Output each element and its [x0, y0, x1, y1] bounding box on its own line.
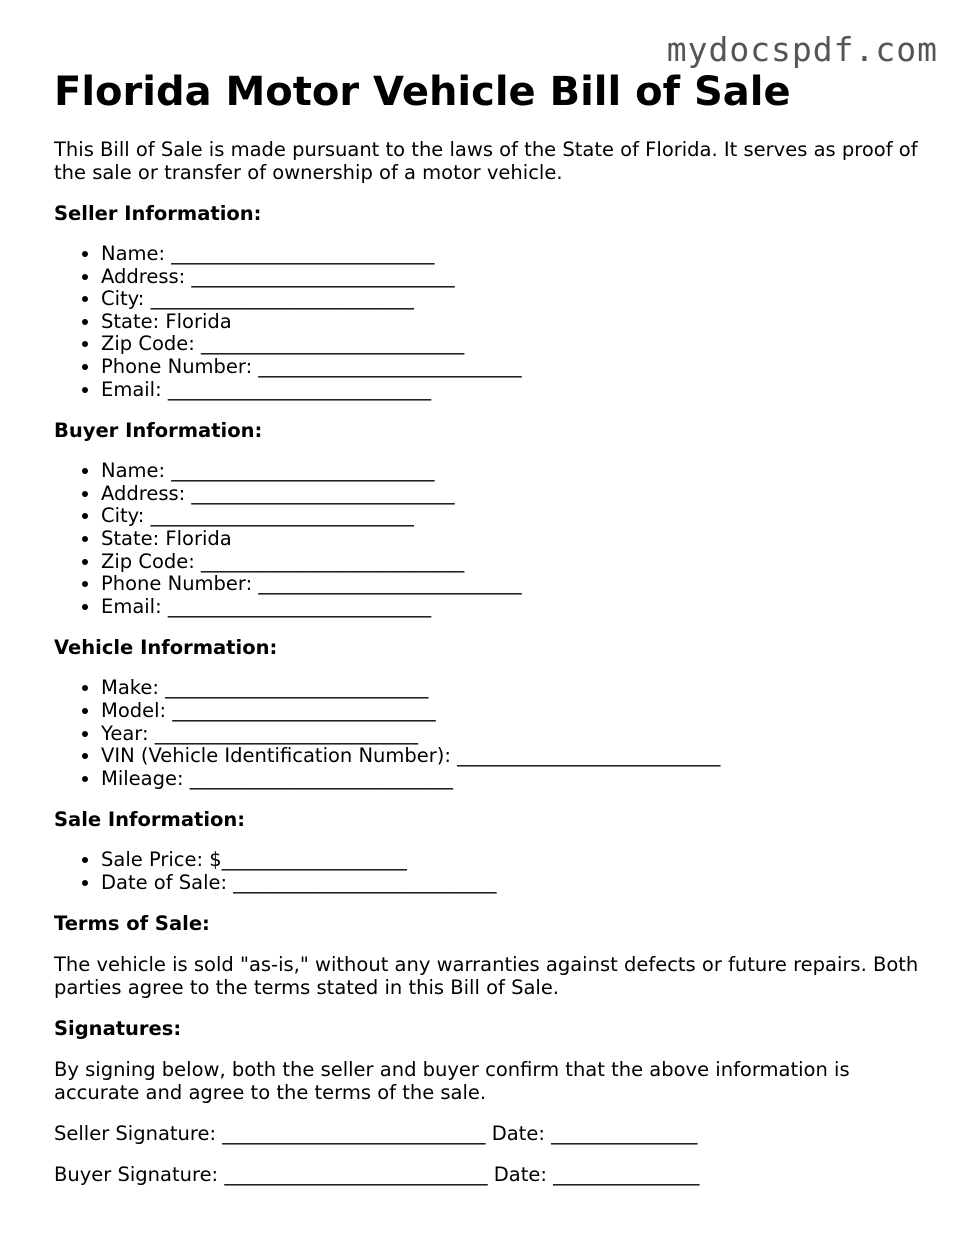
buyer-city-field: • City: ___________________________ [101, 505, 924, 528]
seller-signature-line: Seller Signature: ___________________________ Date: _______________ [54, 1122, 698, 1146]
sale-list [54, 849, 924, 894]
terms-paragraph: The vehicle is sold "as-is," without any warranties against defects or future repairs. Both parties agree to the terms stated in this Bill of Sale. [54, 953, 919, 1000]
seller-state-field: • State: Florida [101, 311, 924, 334]
signatures-paragraph: By signing below, both the seller and buyer confirm that the above information is accurate and agree to the terms of the sale. [54, 1058, 850, 1105]
seller-list [54, 243, 924, 401]
buyer-heading: Buyer Information: [54, 419, 263, 443]
vehicle-model-field: • Model: ___________________________ [101, 700, 924, 723]
seller-name-field: • Name: ___________________________ [101, 243, 924, 266]
vehicle-list [54, 677, 924, 790]
seller-email-field: • Email: ___________________________ [101, 379, 924, 402]
buyer-address-field: • Address: ___________________________ [101, 483, 924, 506]
document-title: Florida Motor Vehicle Bill of Sale [54, 69, 791, 115]
buyer-signature-line: Buyer Signature: ___________________________ Date: _______________ [54, 1163, 700, 1187]
vehicle-mileage-field: • Mileage: ___________________________ [101, 768, 924, 791]
seller-city-field: • City: ___________________________ [101, 288, 924, 311]
sale-heading: Sale Information: [54, 808, 246, 832]
sale-date-field: • Date of Sale: ___________________________ [101, 872, 924, 895]
signatures-heading: Signatures: [54, 1017, 182, 1041]
sale-price-field: • Sale Price: $___________________ [101, 849, 924, 872]
vehicle-heading: Vehicle Information: [54, 636, 278, 660]
vehicle-year-field: • Year: ___________________________ [101, 723, 924, 746]
buyer-phone-field: • Phone Number: ___________________________ [101, 573, 924, 596]
seller-address-field: • Address: ___________________________ [101, 266, 924, 289]
vehicle-vin-field: • VIN (Vehicle Identification Number): ___________________________ [101, 745, 924, 768]
buyer-zip-field: • Zip Code: ___________________________ [101, 551, 924, 574]
buyer-email-field: • Email: ___________________________ [101, 596, 924, 619]
intro-paragraph: This Bill of Sale is made pursuant to the laws of the State of Florida. It serves as proof of the sale or transfer of ownership of a motor vehicle. [54, 138, 918, 184]
seller-phone-field: • Phone Number: ___________________________ [101, 356, 924, 379]
seller-zip-field: • Zip Code: ___________________________ [101, 333, 924, 356]
buyer-state-field: • State: Florida [101, 528, 924, 551]
document-page [54, 66, 924, 1186]
buyer-list [54, 460, 924, 618]
vehicle-make-field: • Make: ___________________________ [101, 677, 924, 700]
buyer-name-field: • Name: ___________________________ [101, 460, 924, 483]
watermark: mydocspdf.com [666, 30, 938, 69]
seller-heading: Seller Information: [54, 202, 262, 225]
terms-heading: Terms of Sale: [54, 912, 210, 936]
